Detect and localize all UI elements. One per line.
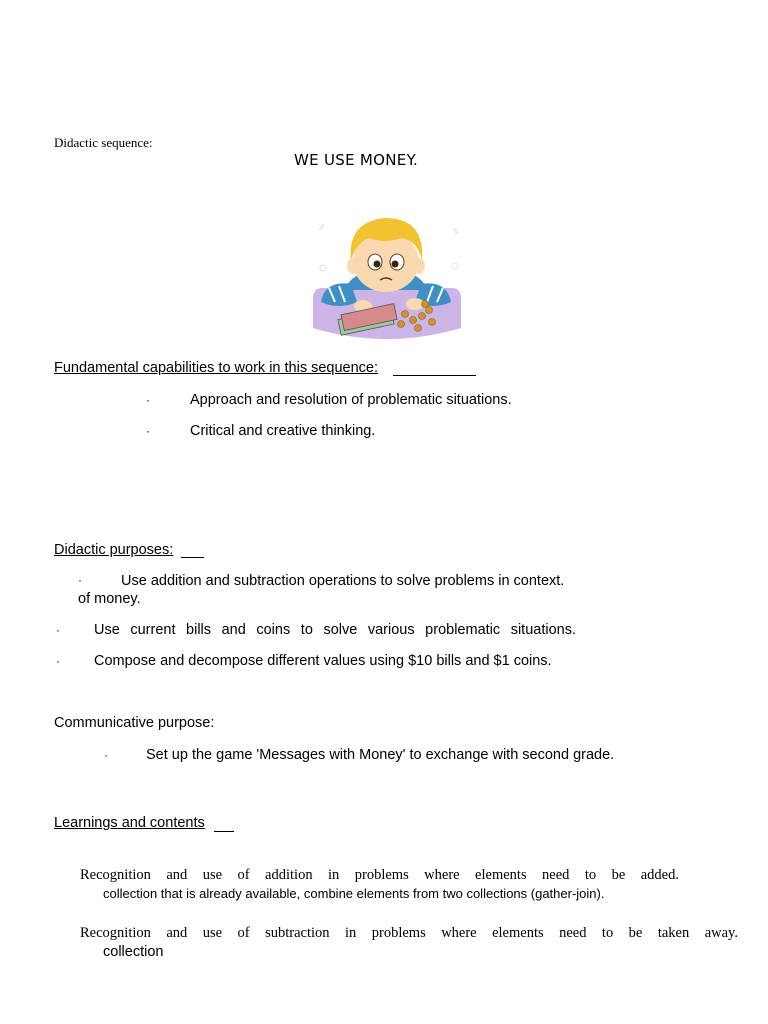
purpose-item-continuation: of money. [78,591,141,607]
capability-item: Approach and resolution of problematic situations. [190,392,512,408]
purpose-item: Use current bills and coins to solve various problematic situations. [94,622,576,638]
learning-paragraph: Recognition and use of subtraction in problems where elements need to be taken away. [80,925,738,941]
boy-counting-money-illustration [305,210,467,350]
communicative-item: Set up the game 'Messages with Money' to exchange with second grade. [146,747,615,763]
learning-paragraph-continuation: collection that is already available, combine elements from two collections (gather-join). [103,886,605,901]
document-title: WE USE MONEY. [294,151,419,169]
bullet: · [78,573,82,587]
purposes-heading: Didactic purposes: [54,542,174,558]
heading-underline [214,831,234,832]
learnings-heading: Learnings and contents [54,815,205,831]
heading-underline [393,375,476,376]
learning-paragraph: Recognition and use of addition in problems where elements need to be added. [80,867,679,883]
learning-paragraph-continuation: collection [103,944,164,960]
capability-item: Critical and creative thinking. [190,423,376,439]
purpose-item: Use addition and subtraction operations to solve problems in context. [121,573,565,589]
bullet: · [146,393,150,407]
bullet: · [56,623,60,637]
bullet: · [146,424,150,438]
capabilities-heading: Fundamental capabilities to work in this sequence: [54,360,379,376]
bullet: · [104,748,108,762]
bullet: · [56,654,60,668]
sequence-label: Didactic sequence: [54,135,153,150]
purpose-item: Compose and decompose different values using $10 bills and $1 coins. [94,653,552,669]
communicative-heading: Communicative purpose: [54,715,215,731]
heading-underline [181,557,204,558]
